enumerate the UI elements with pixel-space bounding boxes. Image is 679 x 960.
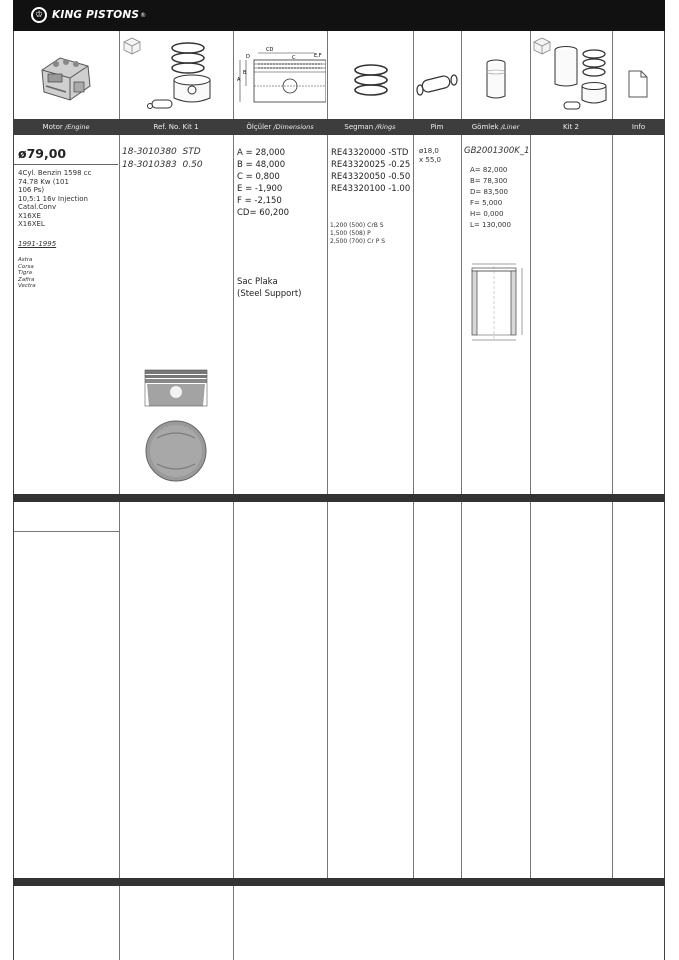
rings-icon (353, 62, 389, 102)
ref-item: 18-3010383 0.50 (122, 160, 203, 170)
liner-technical-drawing (466, 262, 528, 344)
ring-item: RE43320100 -1.00 (331, 184, 411, 194)
dimension-item: E = -1,900 (237, 184, 283, 194)
liner-icon (484, 58, 508, 102)
liner-code: GB2001300K_1 (464, 146, 530, 156)
vehicle-model: Astra (18, 257, 33, 263)
pin-length: x 55,0 (419, 155, 441, 164)
engine-icon (36, 52, 94, 104)
col-divider (413, 31, 414, 880)
dimension-list (237, 147, 289, 219)
diagram-label-c: C (292, 55, 296, 61)
registered-mark: ® (140, 11, 147, 19)
diagram-label-ef: E,F (314, 53, 322, 59)
liner-dimension: H= 0,000 (470, 210, 504, 218)
diagram-label-cd: CD (266, 47, 274, 53)
diagram-label-a: A (237, 77, 241, 83)
diagram-label-d: D (246, 54, 250, 60)
liner-dimension: F= 5,000 (470, 199, 503, 207)
ref-item: 18-3010380 STD (122, 147, 201, 157)
piston-side-image (143, 368, 209, 410)
document-icon[interactable] (627, 70, 649, 98)
engine-spec-line: 10,5:1 16v Injection (18, 194, 88, 203)
vehicle-models (18, 257, 36, 290)
ring-spec: 1,500 (508) P (330, 230, 371, 237)
liner-dimension: A= 82,000 (470, 166, 508, 174)
ring-item: RE43320050 -0.50 (331, 172, 411, 182)
ring-item: RE43320025 -0.25 (331, 160, 411, 170)
ring-spec: 2,500 (700) Cr P S (330, 238, 386, 245)
ref-list (122, 146, 203, 172)
header-ref: Ref. No. Kit 1 (153, 123, 199, 131)
crown-icon: ♔ (31, 7, 47, 23)
catalog-frame (13, 0, 665, 960)
vehicle-model: Vectra (18, 283, 36, 289)
bore-underline (14, 164, 118, 165)
liner-dimension-list (470, 165, 511, 231)
dimension-item: CD= 60,200 (237, 208, 290, 218)
full-kit-icon (532, 36, 612, 116)
header-dimensions: Ölçüler /Dimensions (246, 123, 314, 131)
piston-kit-icon (122, 36, 230, 116)
steel-support-note (237, 276, 302, 300)
dimension-item: C = 0,800 (237, 172, 280, 182)
engine-spec-line: 106 Ps) (18, 186, 45, 194)
engine-spec-line: X16XEL (18, 220, 45, 228)
header-pin: Pim (430, 123, 444, 131)
dimension-item: B = 48,000 (237, 160, 286, 170)
empty-row-divider (14, 531, 119, 532)
engine-spec-line: 74.78 Kw (101 (18, 177, 69, 186)
header-motor: Motor /Engine (42, 123, 90, 131)
piston-top-image (145, 420, 207, 482)
vehicle-model: Corsa (18, 263, 34, 270)
engine-spec-line: X16XE (18, 211, 41, 220)
engine-spec-line: Catal.Conv (18, 203, 57, 211)
engine-years: 1991-1995 (18, 240, 57, 248)
column-header-bar (13, 119, 665, 135)
vehicle-model: Zafira (18, 276, 35, 283)
dimension-item: A = 28,000 (237, 148, 286, 158)
note-line: Sac Plaka (237, 277, 278, 287)
section-separator (13, 494, 665, 502)
engine-specs (18, 169, 118, 229)
header-liner: Gömlek /Liner (471, 123, 520, 131)
col-divider (612, 31, 613, 880)
header-rings: Segman /Rings (344, 123, 396, 131)
ring-list (331, 147, 410, 195)
liner-dimension: B= 78,300 (470, 177, 508, 185)
pin-spec (419, 147, 441, 164)
bore-diameter: ø79,00 (18, 146, 67, 161)
col-divider (461, 31, 462, 880)
ring-item: RE43320000 -STD (331, 148, 409, 158)
diagram-label-b: B (243, 70, 247, 76)
header-kit2: Kit 2 (563, 123, 579, 131)
piston-dimension-diagram (236, 44, 326, 114)
piston-pin-icon (414, 70, 460, 100)
col-divider (530, 31, 531, 880)
top-bar (13, 0, 665, 31)
brand-logo (31, 5, 146, 25)
engine-spec-line: 4Cyl. Benzin 1598 cc (18, 169, 92, 177)
liner-dimension: L= 130,000 (470, 221, 511, 229)
note-line: (Steel Support) (237, 289, 302, 299)
ring-spec-list (330, 222, 385, 246)
dimension-item: F = -2,150 (237, 196, 282, 206)
brand-name: KING PISTONS (52, 9, 140, 21)
col-divider (327, 31, 328, 880)
header-info: Info (631, 123, 646, 131)
liner-dimension: D= 83,500 (470, 188, 508, 196)
vehicle-model: Tigra (18, 270, 33, 276)
ring-spec: 1,200 (500) CrB S (330, 222, 384, 229)
pin-diameter: ø18,0 (419, 147, 439, 155)
section-separator (13, 878, 665, 886)
